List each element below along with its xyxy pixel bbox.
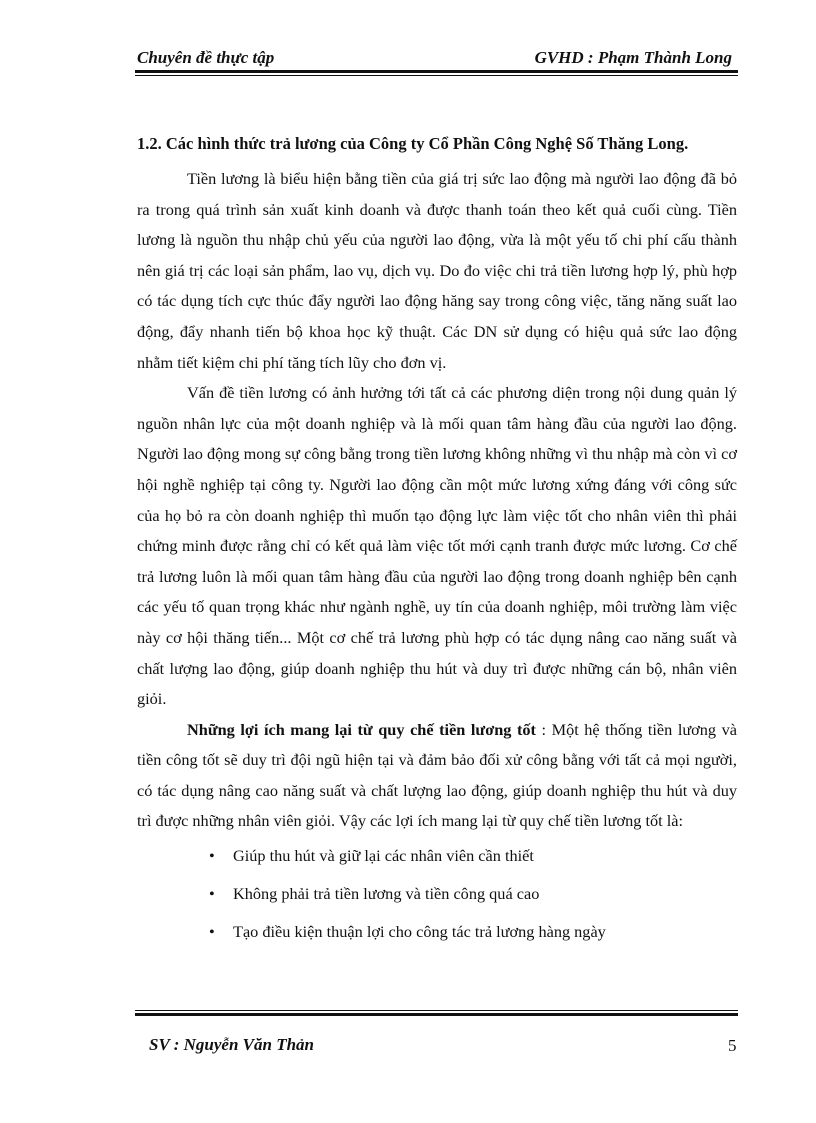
bullet-icon: • bbox=[209, 846, 215, 866]
footer-rule-thick bbox=[135, 1013, 738, 1016]
list-item bbox=[137, 879, 737, 917]
header-rule-thick bbox=[135, 70, 738, 73]
paragraph-3-text: : Một hệ thống tiền lương và tiền công tốt sẽ duy trì đội ngũ hiện tại và đảm bảo đối xử công bằng với tất cả mọi người, có tác dụng nâng cao năng suất và chất lượng lao động, giúp doanh nghiệp thu hút và duy trì được những nhân viên giỏi. Vậy các lợi ích mang lại từ quy chế tiền lương tốt là: bbox=[137, 719, 737, 831]
list-item bbox=[137, 917, 737, 955]
paragraph-3-bold-lead: Những lợi ích mang lại từ quy chế tiền lương tốt bbox=[187, 719, 536, 739]
benefits-list bbox=[137, 841, 737, 955]
page-header bbox=[135, 46, 738, 72]
paragraph-2: Vấn đề tiền lương có ảnh hưởng tới tất cả các phương diện trong nội dung quản lý nguồn nhân lực của một doanh nghiệp và là mối quan tâm hàng đầu của người lao động. Người lao động mong sự công bằng trong tiền lương không những vì thu nhập mà còn vì cơ hội nghề nghiệp tại công ty. Người lao động cần một mức lương xứng đáng với công sức của họ bỏ ra còn doanh nghiệp thì muốn tạo động lực làm việc tốt cho nhân viên thì phải chứng minh được rằng chỉ có kết quả làm việc tốt mới cạnh tranh được mức lương. Cơ chế trả lương luôn là mối quan tâm hàng đầu của người lao động trong doanh nghiệp bên cạnh các yếu tố quan trọng khác như ngành nghề, uy tín của doanh nghiệp, môi trường làm việc này cơ hội thăng tiến... Một cơ chế trả lương phù hợp có tác dụng nâng cao năng suất và chất lượng lao động, giúp doanh nghiệp thu hút và duy trì được những cán bộ, nhân viên giỏi. bbox=[137, 383, 737, 709]
footer-author: SV : Nguyễn Văn Thản bbox=[149, 1035, 315, 1054]
list-item-text: Tạo điều kiện thuận lợi cho công tác trả lương hàng ngày bbox=[233, 922, 606, 942]
paragraph-1: Tiền lương là biểu hiện bằng tiền của giá trị sức lao động mà người lao động đã bỏ ra trong quá trình sản xuất kinh doanh và được thanh toán theo kết quả cuối cùng. Tiền lương là nguồn thu nhập chủ yếu của người lao động, vừa là một yếu tố chi phí cấu thành nên giá trị các loại sản phẩm, lao vụ, dịch vụ. Do đo việc chi trả tiền lương hợp lý, phù hợp có tác dụng tích cực thúc đẩy người lao động hăng say trong công việc, tăng năng suất lao động, đẩy nhanh tiến bộ khoa học kỹ thuật. Các DN sử dụng có hiệu quả sức lao động nhằm tiết kiệm chi phí tăng tích lũy cho đơn vị. bbox=[137, 169, 737, 372]
list-item bbox=[137, 841, 737, 879]
paragraph-3 bbox=[137, 715, 737, 837]
page-number: 5 bbox=[728, 1036, 737, 1055]
bullet-icon: • bbox=[209, 922, 215, 942]
header-course-title: Chuyên đề thực tập bbox=[137, 48, 275, 67]
header-rule-thin bbox=[135, 75, 738, 76]
list-item-text: Giúp thu hút và giữ lại các nhân viên cần thiết bbox=[233, 846, 534, 866]
header-supervisor: GVHD : Phạm Thành Long bbox=[534, 48, 732, 67]
list-item-text: Không phải trả tiền lương và tiền công quá cao bbox=[233, 884, 540, 904]
section-heading: 1.2. Các hình thức trả lương của Công ty Cổ Phần Công Nghệ Số Thăng Long. bbox=[137, 134, 689, 153]
footer-rule-thin bbox=[135, 1010, 738, 1011]
document-body bbox=[137, 131, 737, 955]
bullet-icon: • bbox=[209, 884, 215, 904]
